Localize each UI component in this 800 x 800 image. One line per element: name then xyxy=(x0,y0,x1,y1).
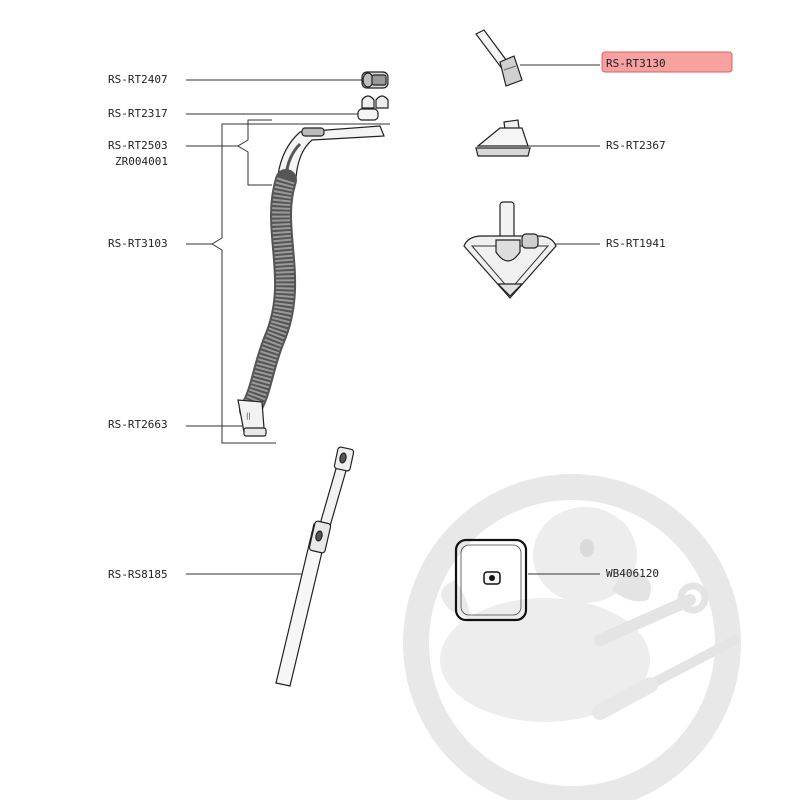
label-rs-rt2407[interactable]: RS-RT2407 xyxy=(108,73,168,86)
label-zr004001[interactable]: ZR004001 xyxy=(115,155,168,168)
label-rs-rt3103[interactable]: RS-RT3103 xyxy=(108,237,168,250)
bracket-rs-rt3103 xyxy=(212,124,390,443)
label-rs-rt2317[interactable]: RS-RT2317 xyxy=(108,107,168,120)
label-rs-rt1941[interactable]: RS-RT1941 xyxy=(606,237,666,250)
duck-mascot-watermark-icon xyxy=(416,487,735,799)
svg-text:||: || xyxy=(246,412,251,420)
bracket-rs-rt2503 xyxy=(238,120,272,185)
part-rs-rt1941-nozzle[interactable] xyxy=(464,202,556,298)
part-rs-rt2317[interactable] xyxy=(358,96,388,120)
part-rs-rt2367-brush[interactable] xyxy=(476,120,530,156)
label-rs-rt3130[interactable]: RS-RT3130 xyxy=(606,57,666,70)
part-rs-rs8185-tube[interactable] xyxy=(276,447,354,686)
part-rs-rt3103-hose[interactable] xyxy=(250,180,286,410)
label-rs-rt2663[interactable]: RS-RT2663 xyxy=(108,418,168,431)
part-rs-rt3130-crevice[interactable] xyxy=(476,30,522,86)
label-wb406120[interactable]: WB406120 xyxy=(606,567,659,580)
part-rs-rt2663-cuff[interactable] xyxy=(238,400,266,436)
label-rs-rt2367[interactable]: RS-RT2367 xyxy=(606,139,666,152)
label-rs-rt2503[interactable]: RS-RT2503 xyxy=(108,139,168,152)
part-rs-rt2407[interactable] xyxy=(362,72,388,88)
label-rs-rs8185[interactable]: RS-RS8185 xyxy=(108,568,168,581)
part-rs-rt2503-handle[interactable] xyxy=(278,126,384,178)
